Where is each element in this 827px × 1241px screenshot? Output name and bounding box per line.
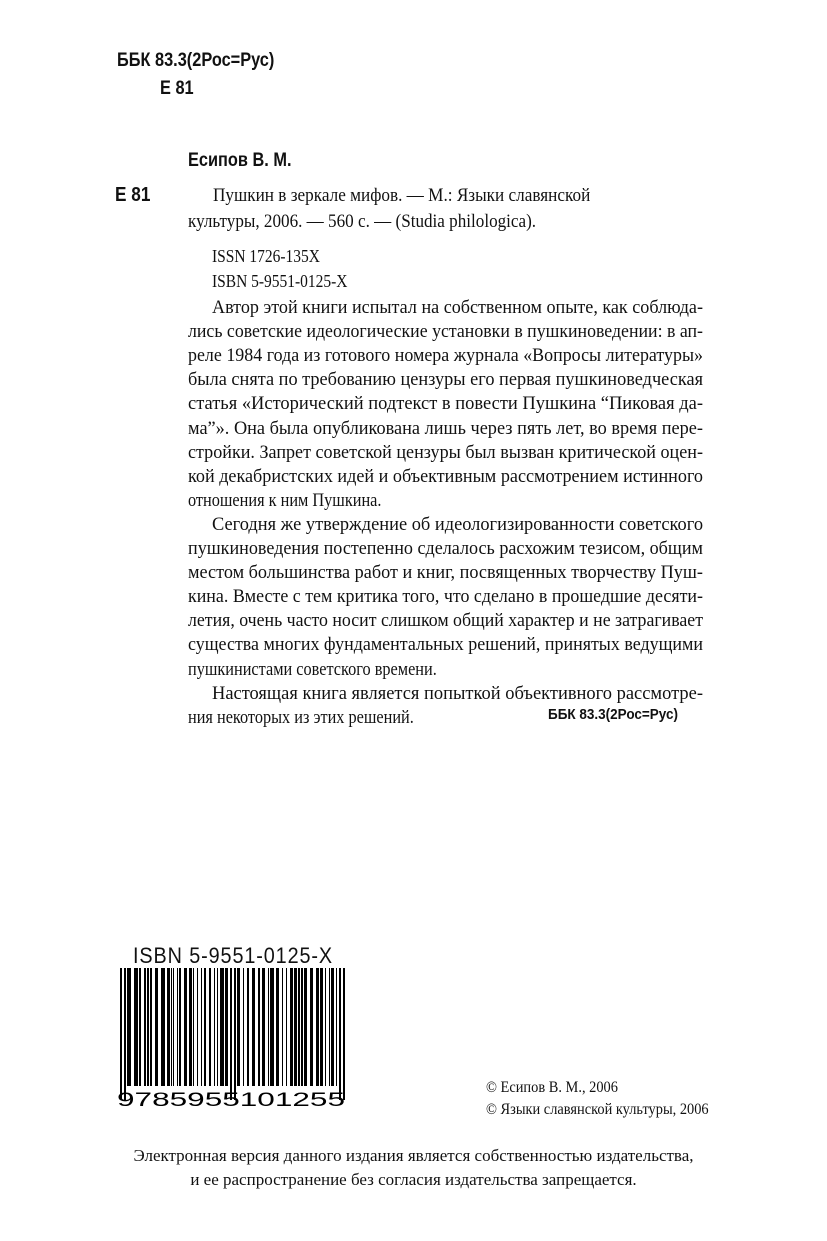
annotation-line [188, 443, 714, 464]
barcode-bar [197, 968, 198, 1086]
isbn [212, 271, 370, 292]
electronic-version-notice-line-1: Электронная версия данного издания является собственностью издательства, [133, 1146, 694, 1165]
bibliographic-entry-line-1 [213, 183, 630, 209]
annotation-line-text: была снята по требованию цензуры его первая пушкиноведческая [188, 370, 704, 391]
author-name [188, 150, 308, 172]
annotation-line-text: Автор этой книги испытал на собственном опыте, как соблюда- [212, 298, 704, 318]
annotation-line-text: реле 1984 года из готового номера журнала «Вопросы литературы» [188, 346, 704, 367]
annotation-line [188, 370, 709, 391]
barcode-bar [290, 968, 293, 1086]
barcode-bar [189, 968, 192, 1086]
copyright-publisher-text: © Языки славянской культуры, 2006 [486, 1101, 709, 1118]
annotation-bbk [548, 706, 692, 723]
annotation-line-text: местом большинства работ и книг, посвященных творчеству Пуш- [188, 563, 703, 584]
annotation-line-text: ния некоторых из этих решений. [188, 707, 414, 728]
annotation-line-text: отношения к ним Пушкина. [188, 490, 382, 511]
barcode-bar [127, 968, 131, 1086]
barcode-bar [144, 968, 146, 1086]
barcode-bar [214, 968, 215, 1086]
annotation-line-text: Настоящая книга является попыткой объективного рассмотре- [212, 683, 703, 704]
author-mark-header-text: Е 81 [160, 78, 194, 99]
bbk-header-text: ББК 83.3(2Рос=Рус) [117, 50, 275, 71]
barcode-bar [120, 968, 122, 1100]
barcode-bar [161, 968, 165, 1086]
barcode-bar [276, 968, 279, 1086]
barcode-bar [124, 968, 126, 1100]
barcode-digits: 9785955101255 [117, 1090, 345, 1108]
barcode-bar [252, 968, 255, 1086]
barcode-bar [310, 968, 313, 1086]
annotation-line [188, 467, 713, 488]
barcode-bar [286, 968, 287, 1086]
barcode-bar [268, 968, 269, 1086]
annotation-line-text: кой декабристских идей и объективным рассмотрением истинного [188, 466, 704, 487]
annotation-bbk-text: ББК 83.3(2Рос=Рус) [548, 706, 678, 723]
annotation-line [212, 298, 714, 319]
barcode-bar [336, 968, 337, 1086]
barcode-bar [237, 968, 240, 1086]
annotation-line [188, 539, 714, 560]
annotation-line [188, 346, 719, 367]
barcode-bar [262, 968, 265, 1086]
annotation-line [188, 322, 723, 343]
barcode-bar [304, 968, 307, 1086]
annotation-line-text: кина. Вместе с тем критика того, что сделано в прошедшие десяти- [188, 587, 703, 608]
barcode-bar [150, 968, 152, 1086]
barcode-bar [134, 968, 138, 1086]
entry-line-2-text: культуры, 2006. — 560 с. — (Studia philologica). [188, 211, 537, 232]
barcode-bar [173, 968, 174, 1086]
annotation-line [188, 708, 445, 729]
copyright-author [486, 1079, 633, 1097]
barcode-bar [331, 968, 334, 1086]
barcode-bar [325, 968, 326, 1086]
annotation-line [188, 660, 471, 681]
barcode-bar [258, 968, 260, 1086]
barcode-bar [339, 968, 341, 1100]
annotation-line [188, 611, 723, 632]
barcode-bar [301, 968, 303, 1086]
issn-text: ISSN 1726-135X [212, 246, 320, 266]
copyright-author-text: © Есипов В. М., 2006 [486, 1079, 618, 1096]
barcode-bar [282, 968, 283, 1086]
barcode-bar [220, 968, 224, 1086]
annotation-line-text: стройки. Запрет советской цензуры был вызван критической оцен- [188, 442, 703, 463]
annotation-line [188, 491, 408, 512]
annotation-line [188, 563, 711, 584]
entry-line-1-text: Пушкин в зеркале мифов. — М.: Языки славянской [213, 185, 591, 206]
barcode-bar [316, 968, 319, 1086]
barcode-bar [225, 968, 228, 1086]
annotation-line-text: Сегодня же утверждение об идеологизированности советского [212, 514, 704, 535]
entry-author-mark-text: Е 81 [115, 184, 151, 206]
barcode-bar [234, 968, 236, 1100]
barcode-bar [139, 968, 141, 1086]
annotation-line [188, 587, 719, 608]
barcode-bar [270, 968, 274, 1086]
barcode-bar [320, 968, 323, 1086]
barcode-bar [230, 968, 232, 1100]
annotation-line-text: пушкинистами советского времени. [188, 659, 437, 680]
barcode-bar [177, 968, 178, 1086]
annotation-line [212, 515, 706, 536]
barcode-bar [167, 968, 170, 1086]
bibliographic-entry-line-2 [188, 209, 575, 235]
barcode-bar [343, 968, 345, 1100]
electronic-version-notice-line-2: и ее распространение без согласия издательства запрещается. [190, 1170, 637, 1189]
barcode-bar [204, 968, 206, 1086]
issn [212, 246, 338, 267]
barcode-bar [201, 968, 202, 1086]
entry-author-mark [115, 184, 156, 207]
barcode-bar [171, 968, 172, 1086]
copyright-publisher [486, 1101, 733, 1119]
author-name-text: Есипов В. М. [188, 150, 292, 171]
barcode-bar [298, 968, 300, 1086]
annotation-line-text: существа многих фундаментальных решений, принятых ведущими [188, 635, 704, 656]
annotation-line [188, 394, 704, 415]
annotation-line-text: пушкиноведения постепенно сделалось расхожим тезисом, общим [188, 539, 703, 559]
barcode-bar [294, 968, 297, 1086]
annotation-line [212, 684, 704, 705]
barcode-bar [184, 968, 187, 1086]
annotation-line-text: статья «Исторический подтекст в повести Пушкина “Пиковая да- [188, 394, 703, 415]
barcode-bar [147, 968, 149, 1086]
barcode-bar [247, 968, 249, 1086]
barcode-bar [193, 968, 194, 1086]
barcode-bar [329, 968, 330, 1086]
annotation-line [188, 419, 709, 440]
barcode-bar [217, 968, 218, 1086]
barcode-bar [179, 968, 181, 1086]
author-mark-header [160, 78, 199, 100]
barcode-bar [209, 968, 211, 1086]
barcode-bar [155, 968, 158, 1086]
annotation-line-text: лись советские идеологические установки в пушкиноведении: в ап- [188, 322, 704, 343]
annotation-line-text: летия, очень часто носит слишком общий характер и не затрагивает [188, 611, 703, 632]
bbk-classification-header [117, 50, 300, 72]
barcode-isbn-text: ISBN 5-9551-0125-X [133, 943, 334, 968]
annotation-line-text: ма”». Она была опубликована лишь через пять лет, во время пере- [188, 418, 704, 439]
barcode-bar [243, 968, 244, 1086]
barcode-isbn-label [133, 943, 355, 969]
annotation-line [188, 635, 718, 656]
isbn-text: ISBN 5-9551-0125-X [212, 271, 348, 291]
isbn-barcode [117, 968, 345, 1108]
